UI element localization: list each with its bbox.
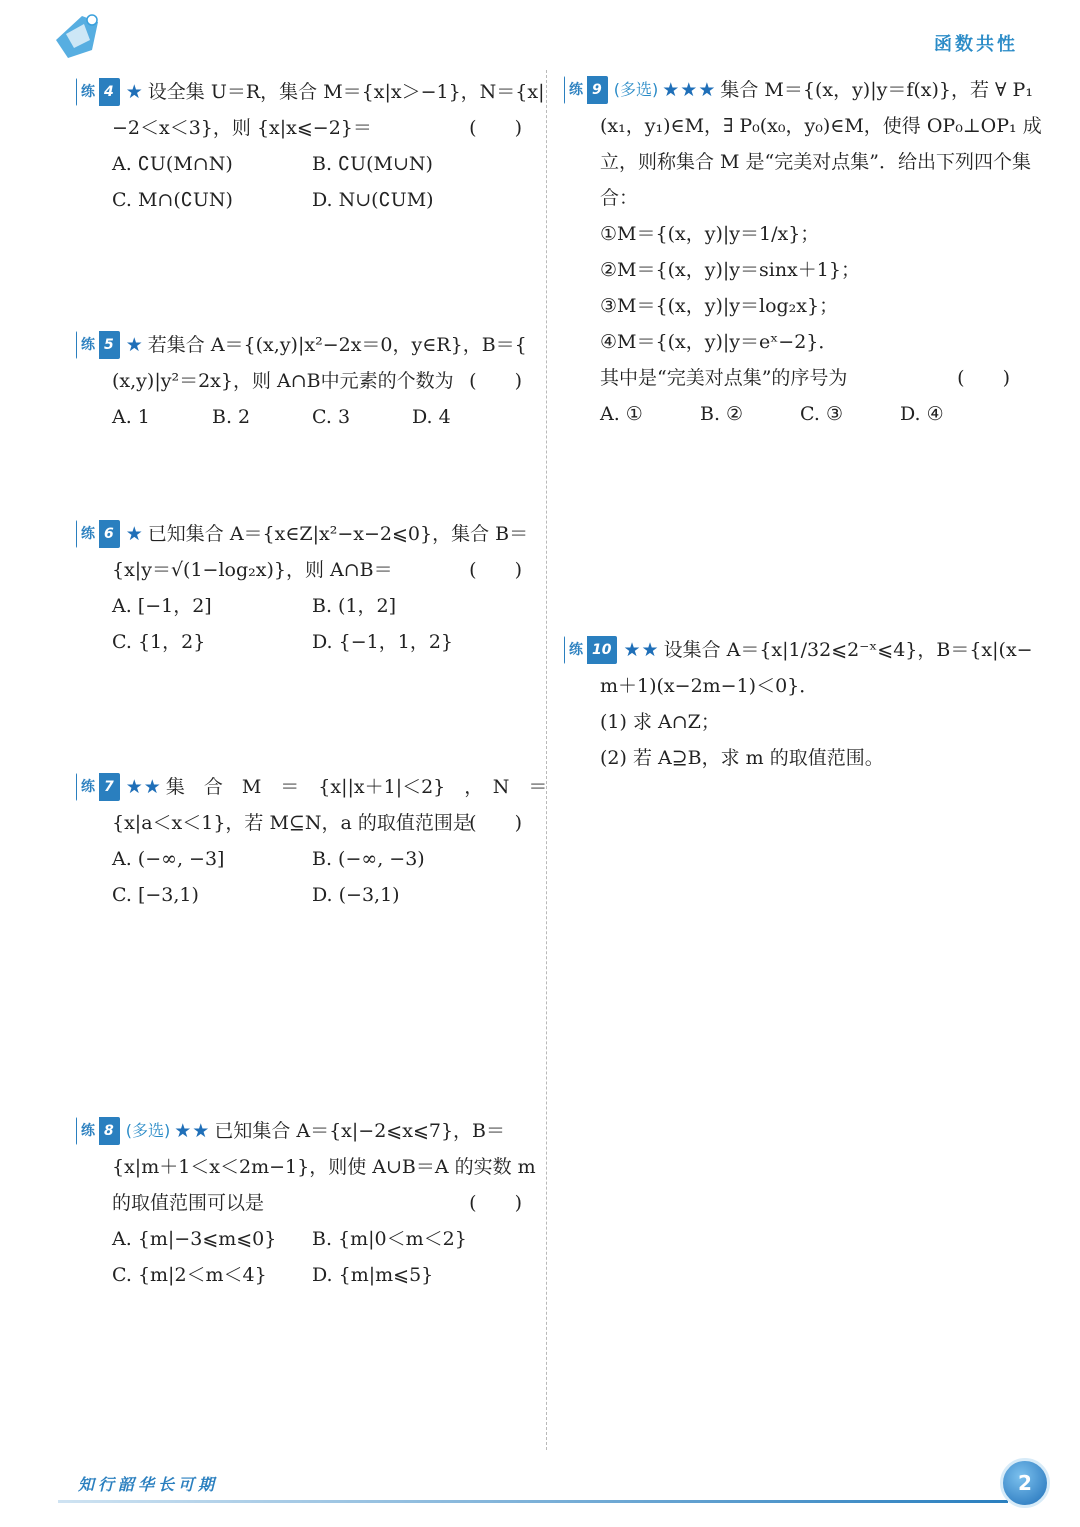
- question-text: −2＜x＜3}，则 {x|x⩽−2}＝: [112, 117, 372, 139]
- option-b: B. ②: [700, 403, 744, 425]
- option-b: B. {m|0＜m＜2}: [312, 1228, 467, 1250]
- exercise-badge: 练 7: [76, 773, 120, 801]
- difficulty-stars: ★: [125, 523, 144, 545]
- option-a: A. [−1，2]: [112, 595, 212, 617]
- difficulty-stars: ★★: [174, 1120, 211, 1142]
- option-a: A. ①: [600, 403, 643, 425]
- set-item-1: ①M＝{(x，y)|y＝1/x}；: [600, 223, 820, 245]
- question-text: 已知集合 A＝{x∈Z|x²−x−2⩽0}，集合 B＝: [147, 523, 529, 545]
- exercise-6: [76, 516, 536, 660]
- option-b: B. 2: [212, 406, 251, 428]
- multi-select-tag: (多选): [613, 80, 659, 99]
- answer-blank: ( ): [957, 367, 1010, 389]
- exercise-badge: 练 6: [76, 520, 120, 548]
- option-c: C. {1，2}: [112, 631, 206, 653]
- footer-slogan: 知行韶华长可期: [78, 1475, 219, 1494]
- option-d: D. (−3,1): [312, 884, 400, 906]
- question-text: 的取值范围可以是: [112, 1192, 265, 1214]
- difficulty-stars: ★: [125, 334, 144, 356]
- question-text: 立，则称集合 M 是“完美对点集”．给出下列四个集: [600, 151, 1031, 173]
- option-a: A. {m|−3⩽m⩽0}: [112, 1228, 277, 1250]
- difficulty-stars: ★★★: [662, 79, 717, 101]
- answer-blank: ( ): [469, 559, 522, 581]
- question-text: (x₁，y₁)∈M，∃ P₀(x₀，y₀)∈M，使得 OP₀⊥OP₁ 成: [600, 115, 1042, 137]
- question-text: 其中是“完美对点集”的序号为: [600, 367, 848, 389]
- question-text: m＋1)(x−2m−1)＜0}．: [600, 675, 819, 697]
- exercise-8: [76, 1113, 536, 1293]
- answer-blank: ( ): [469, 1192, 522, 1214]
- question-text: 设集合 A＝{x|1/32⩽2⁻ˣ⩽4}，B＝{x|(x−: [663, 639, 1033, 661]
- column-divider: [546, 70, 547, 1450]
- question-text: 若集合 A＝{(x,y)|x²−2x＝0，y∈R}，B＝{: [147, 334, 527, 356]
- exercise-badge: 练 8: [76, 1117, 120, 1145]
- question-text: {x|m＋1＜x＜2m−1}，则使 A∪B＝A 的实数 m: [112, 1156, 536, 1178]
- option-d: D. 4: [412, 406, 451, 428]
- answer-blank: ( ): [469, 812, 522, 834]
- question-text: 集 合 M ＝ {x||x＋1|＜2} ， N ＝: [165, 776, 548, 798]
- sub-question-1: (1) 求 A∩Z；: [600, 711, 720, 733]
- option-c: C. {m|2＜m＜4}: [112, 1264, 267, 1286]
- answer-blank: ( ): [469, 117, 522, 139]
- question-text: (x,y)|y²＝2x}，则 A∩B中元素的个数为: [112, 370, 454, 392]
- question-text: 集合 M＝{(x，y)|y＝f(x)}，若 ∀ P₁: [720, 79, 1033, 101]
- question-text: 设全集 U＝R，集合 M＝{x|x＞−1}，N＝{x|: [147, 81, 545, 103]
- option-c: C. M∩(∁UN): [112, 189, 233, 211]
- exercise-10: [564, 632, 1033, 776]
- exercise-badge: 练 5: [76, 331, 120, 359]
- option-b: B. (1，2]: [312, 595, 397, 617]
- option-b: B. (−∞, −3): [312, 848, 425, 870]
- question-text: {x|a＜x＜1}，若 M⊆N，a 的取值范围是: [112, 812, 472, 834]
- section-title: 函数共性: [934, 34, 1018, 55]
- publisher-logo-icon: [52, 10, 104, 62]
- set-item-2: ②M＝{(x，y)|y＝sinx＋1}；: [600, 259, 860, 281]
- exercise-4: [76, 74, 545, 218]
- exercise-7: [76, 769, 548, 913]
- exercise-badge: 练 4: [76, 78, 120, 106]
- set-item-3: ③M＝{(x，y)|y＝log₂x}；: [600, 295, 839, 317]
- page-number: 2: [1000, 1458, 1050, 1508]
- option-d: D. {m|m⩽5}: [312, 1264, 434, 1286]
- option-c: C. [−3,1): [112, 884, 199, 906]
- difficulty-stars: ★★: [125, 776, 162, 798]
- option-a: A. 1: [112, 406, 150, 428]
- option-b: B. ∁U(M∪N): [312, 153, 433, 175]
- exercise-5: [76, 327, 536, 435]
- difficulty-stars: ★: [125, 81, 144, 103]
- option-a: A. ∁U(M∩N): [112, 153, 233, 175]
- answer-blank: ( ): [469, 370, 522, 392]
- option-d: D. N∪(∁UM): [312, 189, 434, 211]
- exercise-9: [564, 72, 1042, 432]
- option-d: D. ④: [900, 403, 944, 425]
- option-a: A. (−∞, −3]: [112, 848, 225, 870]
- exercise-badge: 练 10: [564, 636, 617, 664]
- option-d: D. {−1，1，2}: [312, 631, 453, 653]
- question-text: 合：: [600, 187, 639, 209]
- question-text: {x|y＝√(1−log₂x)}，则 A∩B＝: [112, 559, 393, 581]
- exercise-badge: 练 9: [564, 76, 608, 104]
- option-c: C. ③: [800, 403, 843, 425]
- difficulty-stars: ★★: [623, 639, 660, 661]
- question-text: 已知集合 A＝{x|−2⩽x⩽7}，B＝: [214, 1120, 505, 1142]
- sub-question-2: (2) 若 A⊇B，求 m 的取值范围。: [600, 747, 884, 769]
- footer-rule: [58, 1500, 1008, 1503]
- option-c: C. 3: [312, 406, 351, 428]
- multi-select-tag: (多选): [125, 1121, 171, 1140]
- set-item-4: ④M＝{(x，y)|y＝eˣ−2}．: [600, 331, 838, 353]
